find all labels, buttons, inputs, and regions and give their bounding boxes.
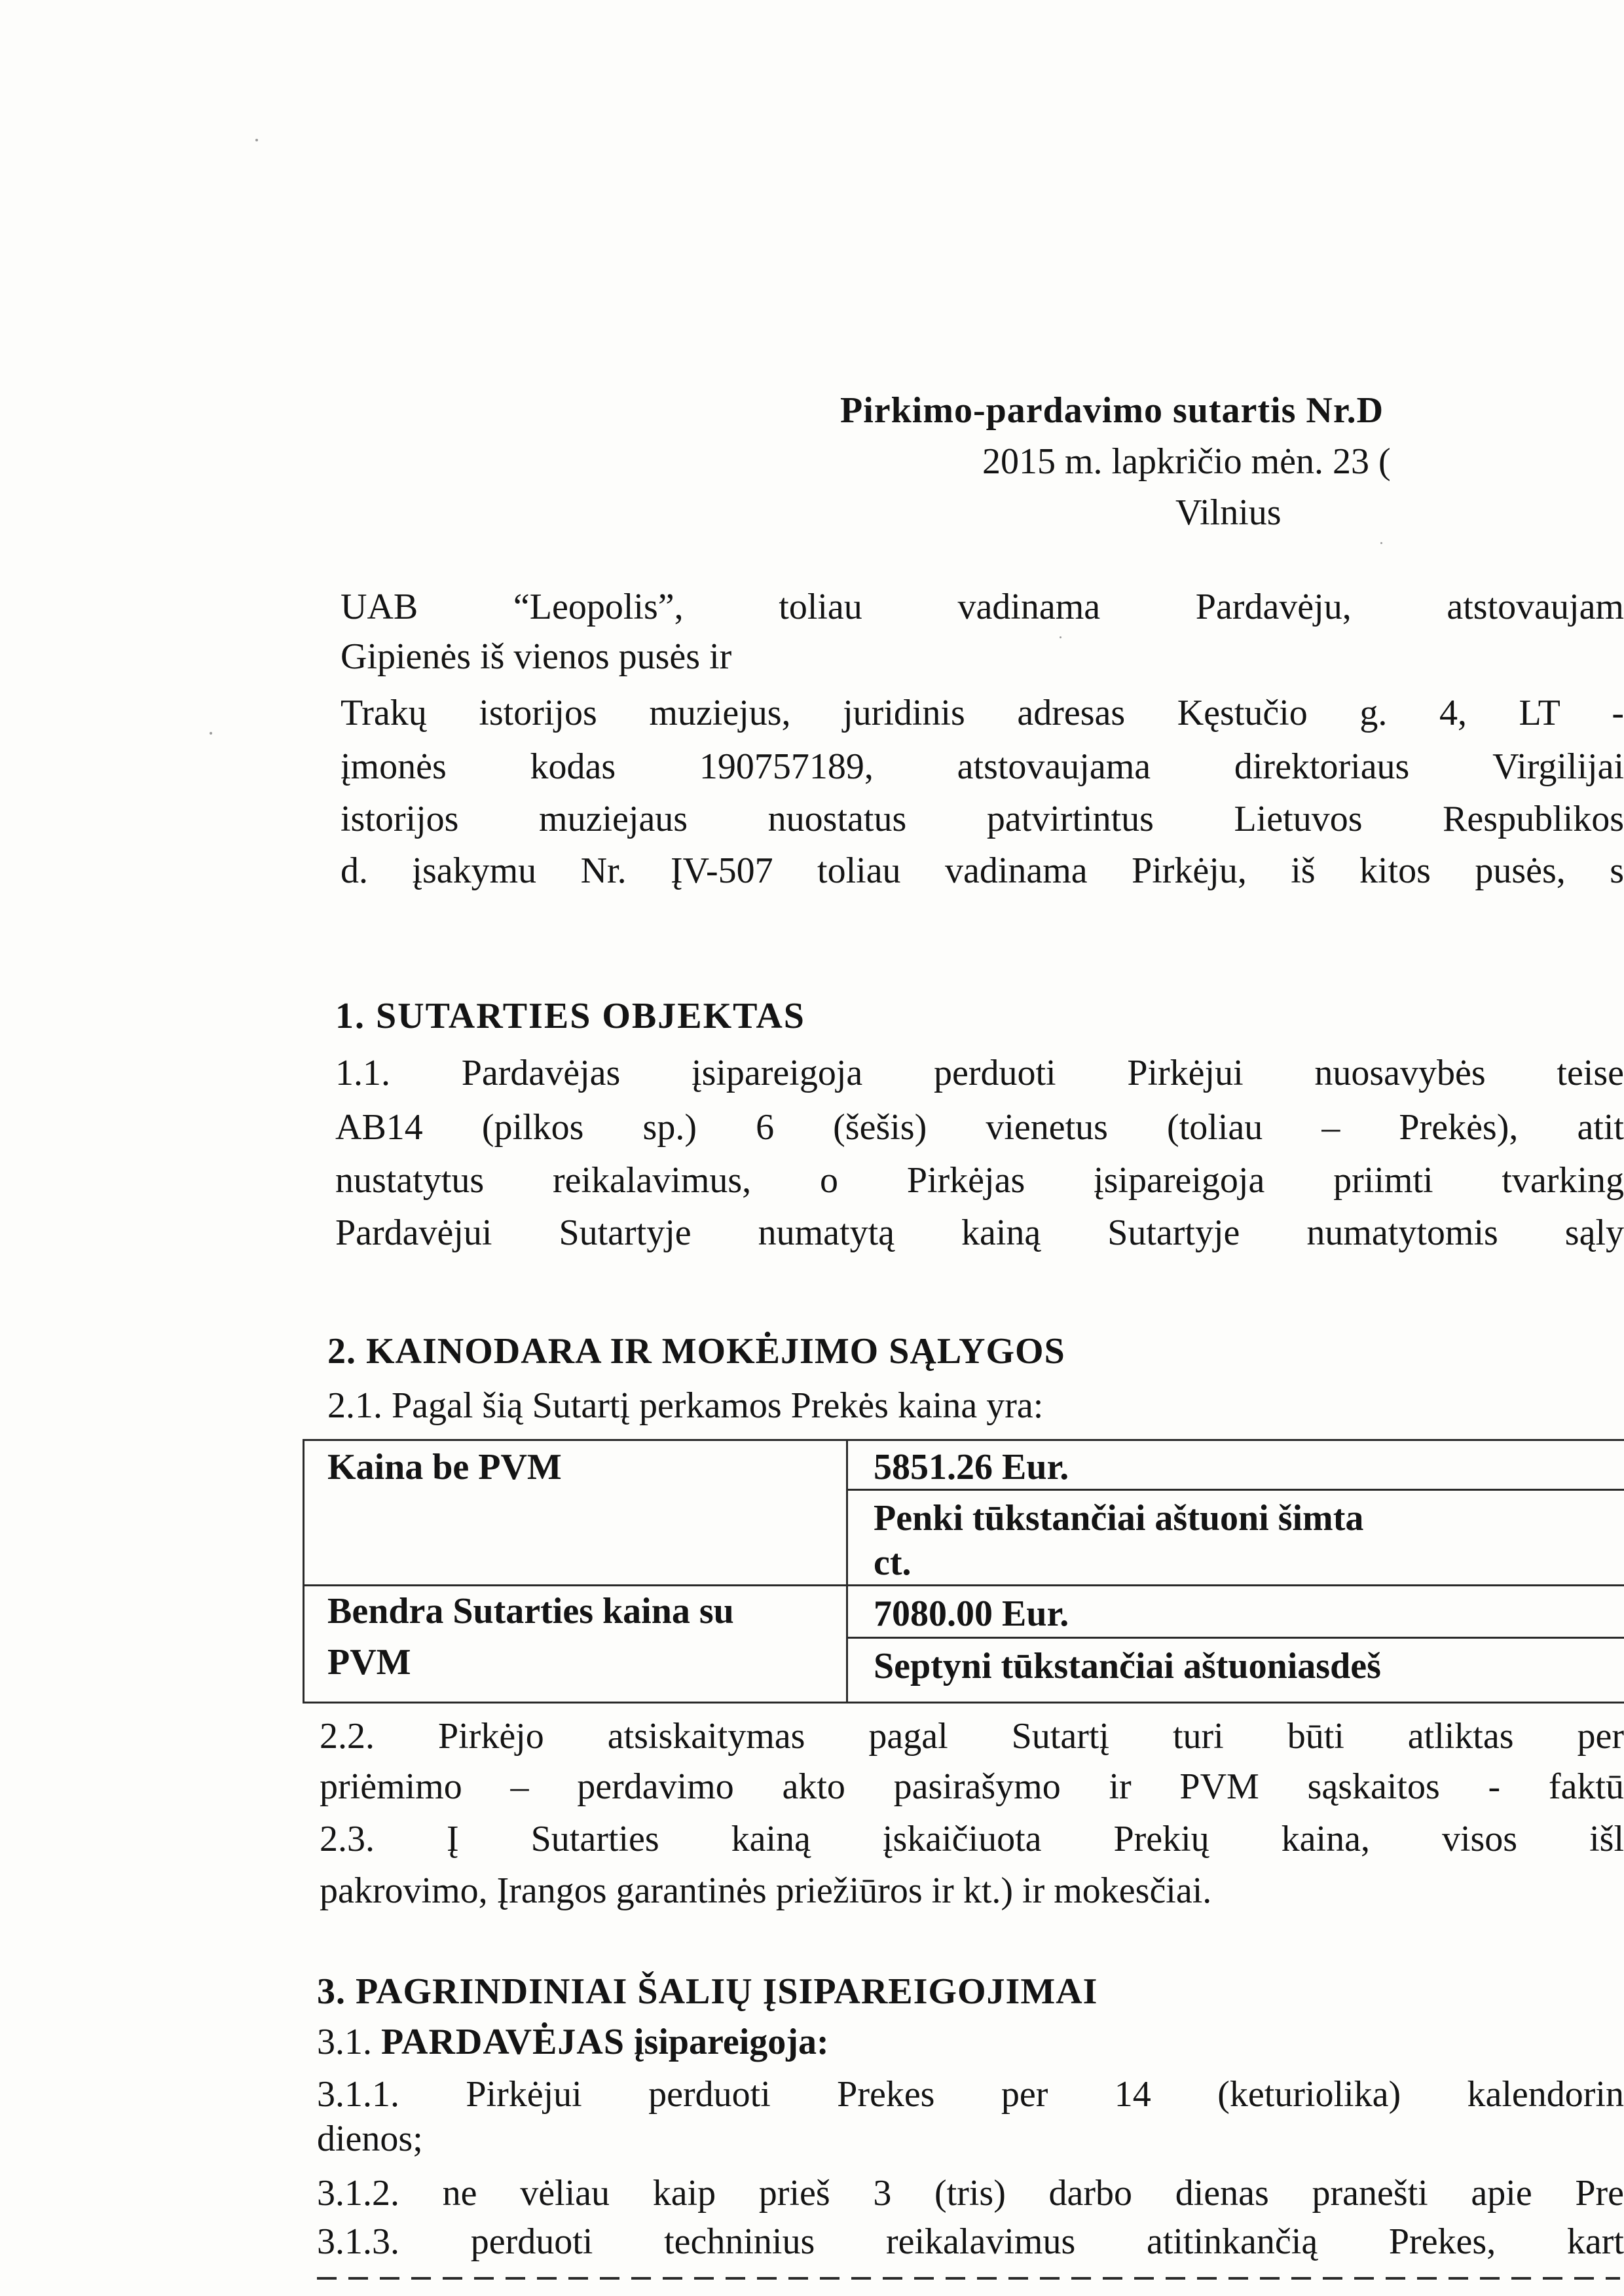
table-border-bottom — [303, 1702, 1624, 1704]
section-3-line-3-1-3: 3.1.3. perduoti techninius reikalavimus atitinkančią Prekes, kart — [317, 2221, 1624, 2262]
section-2-line-2-3: 2.3. Į Sutarties kainą įskaičiuota Prekių kaina, visos išl — [320, 1819, 1624, 1859]
total-price-amount: 7080.00 Eur. — [874, 1594, 1069, 1634]
section-2-line-2-2-cont: priėmimo – perdavimo akto pasirašymo ir PVM sąskaitos - faktū — [320, 1766, 1624, 1807]
table-border-top — [303, 1439, 1624, 1441]
parties-line-5: istorijos muziejaus nuostatus patvirtintus Lietuvos Respublikos — [341, 799, 1624, 839]
section-3-heading: 3. PAGRINDINIAI ŠALIŲ ĮSIPAREIGOJIMAI — [317, 1971, 1098, 2012]
price-table — [303, 1439, 1624, 1704]
scan-speck — [255, 139, 258, 141]
table-column-divider — [846, 1439, 848, 1704]
section-2-line-2-2: 2.2. Pirkėjo atsiskaitymas pagal Sutartį turi būti atliktas per — [320, 1716, 1624, 1757]
table-inner-line-2 — [846, 1637, 1624, 1639]
section-3-line-3-1-1-cont: dienos; — [317, 2119, 423, 2159]
section-3-subheading — [317, 2021, 829, 2063]
table-border-left — [303, 1439, 304, 1704]
subheading-number: 3.1. — [317, 2022, 372, 2062]
scan-speck — [1380, 542, 1382, 544]
subheading-obliges: įsipareigoja: — [633, 2022, 829, 2062]
scan-speck — [210, 732, 212, 735]
total-price-label-line-1: Bendra Sutarties kaina su — [327, 1591, 734, 1631]
table-row-divider — [303, 1584, 1624, 1586]
section-1-line-2: AB14 (pilkos sp.) 6 (šešis) vienetus (toliau – Prekės), atit — [335, 1107, 1624, 1148]
section-2-intro: 2.1. Pagal šią Sutartį perkamos Prekės kaina yra: — [327, 1385, 1044, 1426]
section-3-line-3-1-2: 3.1.2. ne vėliau kaip prieš 3 (tris) darbo dienas pranešti apie Pre — [317, 2173, 1624, 2214]
section-2-line-2-3-cont: pakrovimo, Įrangos garantinės priežiūros ir kt.) ir mokesčiai. — [320, 1870, 1212, 1911]
price-words-without-vat-cents: ct. — [874, 1542, 912, 1583]
price-words-without-vat: Penki tūkstančiai aštuoni šimta — [874, 1498, 1364, 1539]
section-2-heading: 2. KAINODARA IR MOKĖJIMO SĄLYGOS — [327, 1331, 1065, 1372]
section-1-line-3: nustatytus reikalavimus, o Pirkėjas įsipareigoja priimti tvarking — [335, 1160, 1624, 1201]
table-inner-line-1 — [846, 1489, 1624, 1491]
total-price-words: Septyni tūkstančiai aštuoniasdeš — [874, 1646, 1381, 1686]
parties-line-3: Trakų istorijos muziejus, juridinis adresas Kęstučio g. 4, LT - — [341, 693, 1624, 733]
scan-speck — [1060, 636, 1061, 638]
parties-line-6: d. įsakymu Nr. ĮV-507 toliau vadinama Pirkėju, iš kitos pusės, s — [341, 850, 1624, 891]
contract-city: Vilnius — [1175, 492, 1282, 533]
section-1-line-4: Pardavėjui Sutartyje numatytą kainą Sutartyje numatytomis sąly — [335, 1212, 1624, 1253]
parties-line-4: įmonės kodas 190757189, atstovaujama direktoriaus Virgilijai — [341, 746, 1624, 787]
section-3-line-3-1-1: 3.1.1. Pirkėjui perduoti Prekes per 14 (keturiolika) kalendorin — [317, 2074, 1624, 2115]
total-price-label-line-2: PVM — [327, 1642, 411, 1683]
cut-off-bottom-line — [317, 2277, 1624, 2296]
parties-line-2: Gipienės iš vienos pusės ir — [341, 636, 732, 677]
contract-title: Pirkimo-pardavimo sutartis Nr.D — [840, 390, 1384, 431]
price-label-without-vat: Kaina be PVM — [327, 1447, 562, 1487]
price-amount-without-vat: 5851.26 Eur. — [874, 1447, 1069, 1487]
contract-date: 2015 m. lapkričio mėn. 23 ( — [982, 441, 1391, 482]
section-1-line-1: 1.1. Pardavėjas įsipareigoja perduoti Pirkėjui nuosavybės teise — [335, 1053, 1624, 1093]
parties-line-1: UAB “Leopolis”, toliau vadinama Pardavėju, atstovaujam — [341, 587, 1624, 627]
section-1-heading: 1. SUTARTIES OBJEKTAS — [335, 996, 805, 1036]
subheading-seller: PARDAVĖJAS — [381, 2022, 625, 2062]
